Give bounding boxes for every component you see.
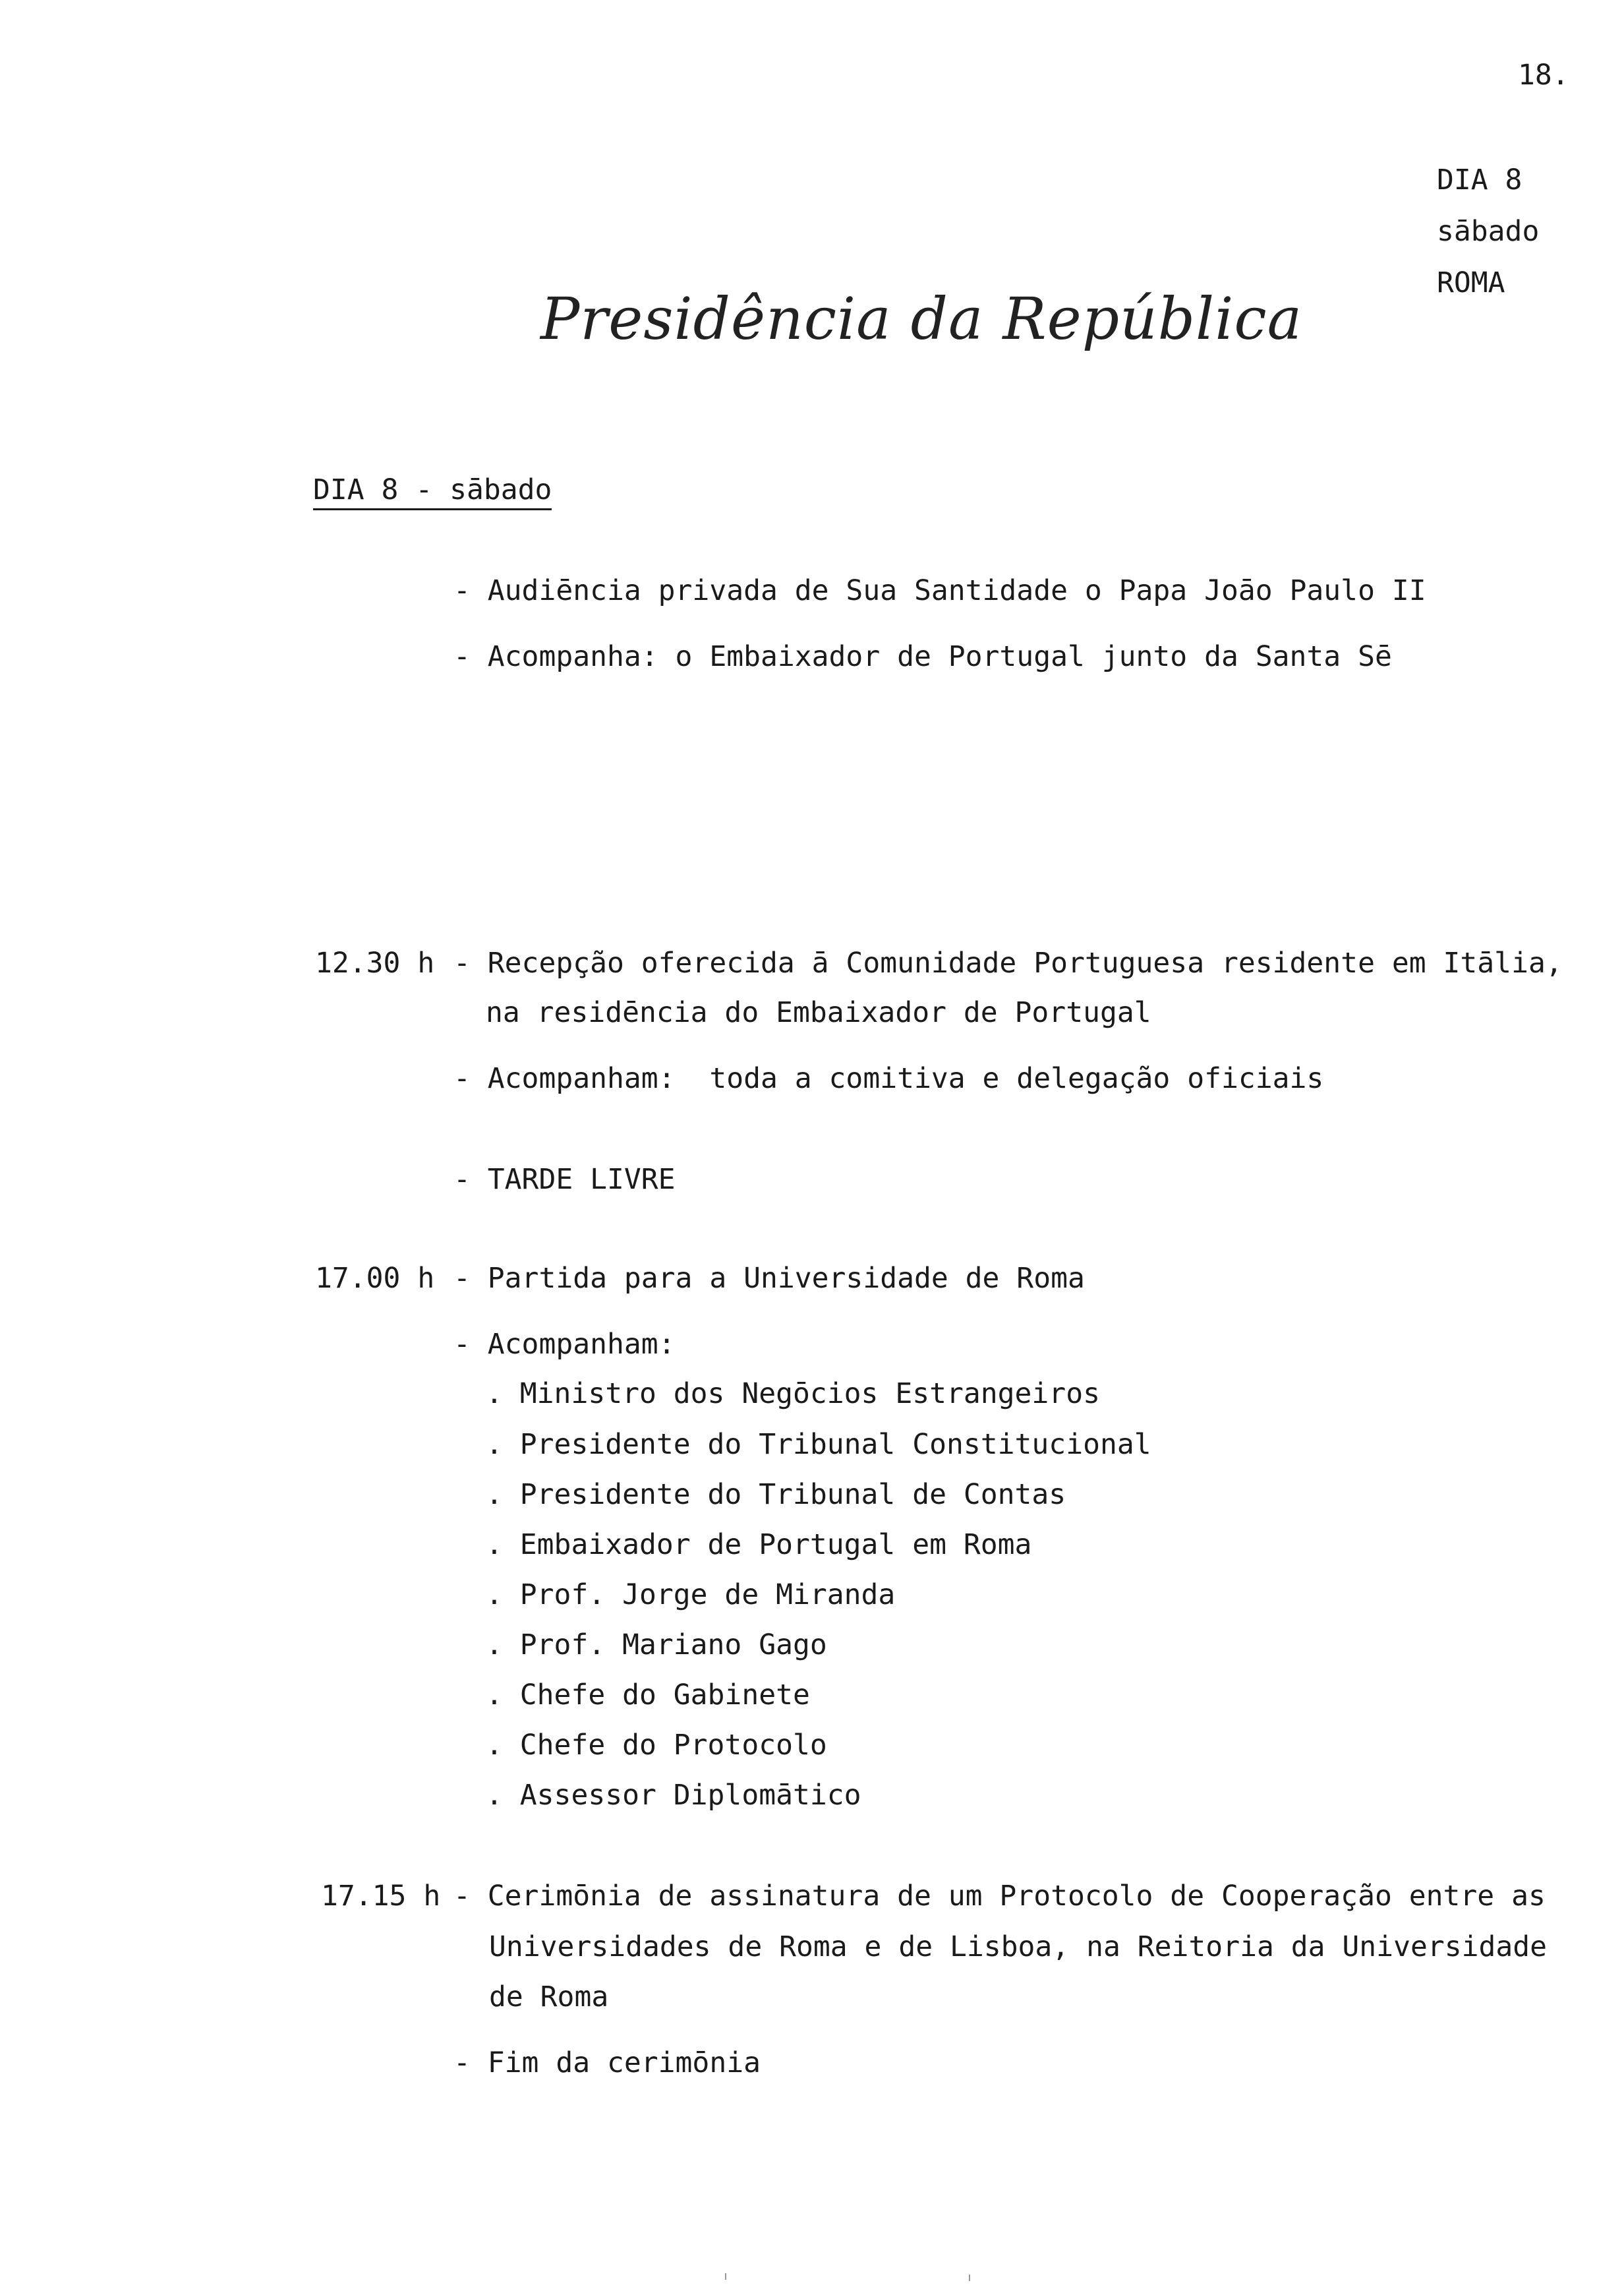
time-1715: 17.15 h: [321, 1880, 441, 1913]
ceremony-line-3: de Roma: [489, 1980, 609, 2013]
scan-speck: [969, 2274, 970, 2281]
departure-line: - Partida para a Universidade de Roma: [453, 1262, 1085, 1295]
time-1700: 17.00 h: [315, 1262, 435, 1295]
corner-day: DIA 8: [1437, 164, 1522, 196]
list-item: . Chefe do Gabinete: [486, 1679, 810, 1711]
list-item: . Chefe do Protocolo: [486, 1729, 827, 1762]
list-item: . Presidente do Tribunal Constitucional: [486, 1428, 1151, 1461]
letterhead-title: Presidência da República: [540, 285, 1303, 353]
ceremony-end: - Fim da cerimōnia: [453, 2046, 761, 2079]
corner-city: ROMA: [1437, 266, 1505, 299]
page-number: 18.: [1518, 59, 1569, 92]
reception-line-2: na residēncia do Embaixador de Portugal: [486, 996, 1151, 1029]
list-item: . Prof. Jorge de Miranda: [486, 1578, 896, 1611]
corner-weekday: sābado: [1437, 215, 1540, 248]
morning-audience: - Audiēncia privada de Sua Santidade o Papa Joāo Paulo II: [453, 574, 1426, 607]
morning-accompany: - Acompanha: o Embaixador de Portugal junto da Santa Sē: [453, 640, 1392, 673]
list-item: . Embaixador de Portugal em Roma: [486, 1528, 1032, 1561]
ceremony-line-2: Universidades de Roma e de Lisboa, na Reitoria da Universidade: [489, 1930, 1548, 1963]
list-item: . Presidente do Tribunal de Contas: [486, 1478, 1066, 1511]
free-afternoon: - TARDE LIVRE: [453, 1163, 676, 1196]
reception-accompany: - Acompanham: toda a comitiva e delegação oficiais: [453, 1062, 1324, 1095]
ceremony-line-1: - Cerimōnia de assinatura de um Protocolo de Cooperação entre as: [453, 1880, 1546, 1913]
reception-line-1: - Recepção oferecida ā Comunidade Portuguesa residente em Itālia,: [453, 947, 1563, 980]
list-item: . Prof. Mariano Gago: [486, 1628, 827, 1661]
time-1230: 12.30 h: [315, 947, 435, 980]
section-heading: DIA 8 - sābado: [313, 476, 552, 510]
scan-speck: [725, 2273, 726, 2280]
list-item: . Ministro dos Negōcios Estrangeiros: [486, 1377, 1100, 1410]
departure-accompany-label: - Acompanham:: [453, 1328, 676, 1361]
list-item: . Assessor Diplomātico: [486, 1779, 861, 1812]
